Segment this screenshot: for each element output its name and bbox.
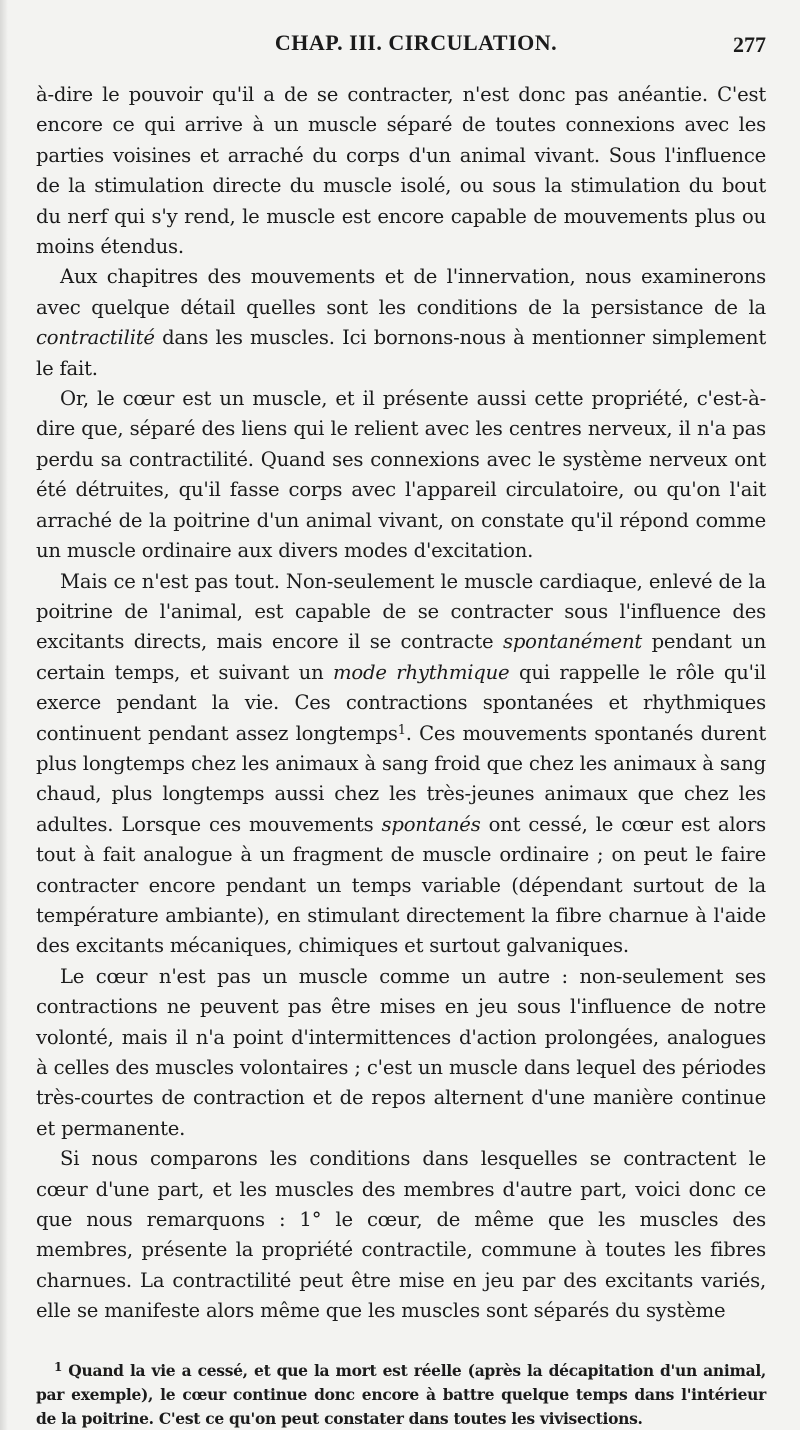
text-run: Aux chapitres des mouvements et de l'innervation, nous examinerons avec quelque détail quelles sont les conditions de la persistance de la <box>36 265 766 319</box>
italic-term: spontanément <box>502 630 643 654</box>
text-run: . Ces mouvements spontanés durent plus longtemps chez les animaux à sang froid que chez les animaux à sang chaud, plus longtemps aussi chez les très-jeunes animaux que chez les adultes. Lorsque ces mouvements <box>36 721 766 836</box>
text-run: Si nous comparons les conditions dans lesquelles se contractent le cœur d'une part, et les muscles des membres d'autre part, voici donc ce que nous remarquons : 1° le cœur, de même que les muscles des membres, présente la propriété contractile, commune à toutes les fibres charnues. La contractilité peut être mise en jeu par des excitants variés, elle se manifeste alors même que les muscles sont séparés du système <box>36 1147 766 1323</box>
footnote-reference: 1 <box>397 722 406 738</box>
italic-term: mode rhythmique <box>333 660 510 684</box>
paragraph <box>36 962 766 1144</box>
footnotes <box>36 1359 766 1431</box>
text-run: à-dire le pouvoir qu'il a de se contracter, n'est donc pas anéantie. C'est encore ce qui arrive à un muscle séparé de toutes connexions avec les parties voisines et arraché du corps d'un animal vivant. Sous l'influence de la stimulation directe du muscle isolé, ou sous la stimulation du bout du nerf qui s'y rend, le muscle est encore capable de mouvements plus ou moins étendus. <box>36 83 766 259</box>
italic-term: contractilité <box>36 326 155 350</box>
page-number: 277 <box>733 32 766 57</box>
paragraph <box>36 1144 766 1326</box>
text-run: dans les muscles. Ici bornons-nous à mentionner simplement le fait. <box>36 326 766 380</box>
italic-term: spontanés <box>381 812 481 836</box>
footnote <box>36 1359 766 1431</box>
text-run: qui rappelle le rôle qu'il exerce pendant la vie. Ces contractions spontanées et rhythmiques continuent pendant assez longtemps <box>36 660 766 745</box>
text-run: pendant un certain temps, et suivant un <box>36 630 766 684</box>
text-run: Le cœur n'est pas un muscle comme un autre : non-seulement ses contractions ne peuvent pas être mises en jeu sous l'influence de notre volonté, mais il n'a point d'intermittences d'action prolongées, analogues à celles des muscles volontaires ; c'est un muscle dans lequel des périodes très-courtes de contraction et de repos alternent d'une manière continue et permanente. <box>36 964 766 1140</box>
paragraph <box>36 262 766 384</box>
running-head <box>36 30 766 60</box>
paragraph <box>36 384 766 566</box>
paragraph <box>36 567 766 962</box>
footnote-marker: 1 <box>54 1359 63 1374</box>
paragraph <box>36 80 766 262</box>
text-run: Mais ce n'est pas tout. Non-seulement le muscle cardiaque, enlevé de la poitrine de l'animal, est capable de se contracter sous l'influence des excitants directs, mais encore il se contracte <box>36 569 766 654</box>
footnote-text: Quand la vie a cessé, et que la mort est réelle (après la décapitation d'un animal, par exemple), le cœur continue donc encore à battre quelque temps dans l'intérieur de la poitrine. C'est ce qu'on peut constater dans toutes les vivisections. <box>36 1360 766 1428</box>
text-run: ont cessé, le cœur est alors tout à fait analogue à un fragment de muscle ordinaire ; on peut le faire contracter encore pendant un temps variable (dépendant surtout de la température ambiante), en stimulant directement la fibre charnue à l'aide des excitants mécaniques, chimiques et surtout galvaniques. <box>36 812 767 958</box>
body-text <box>36 80 766 1327</box>
text-run: Or, le cœur est un muscle, et il présente aussi cette propriété, c'est-à-dire que, séparé des liens qui le relient avec les centres nerveux, il n'a pas perdu sa contractilité. Quand ses connexions avec le système nerveux ont été détruites, qu'il fasse corps avec l'appareil circulatoire, ou qu'on l'ait arraché de la poitrine d'un animal vivant, on constate qu'il répond comme un muscle ordinaire aux divers modes d'excitation. <box>36 387 766 563</box>
running-title: CHAP. III. CIRCULATION. <box>274 30 558 55</box>
